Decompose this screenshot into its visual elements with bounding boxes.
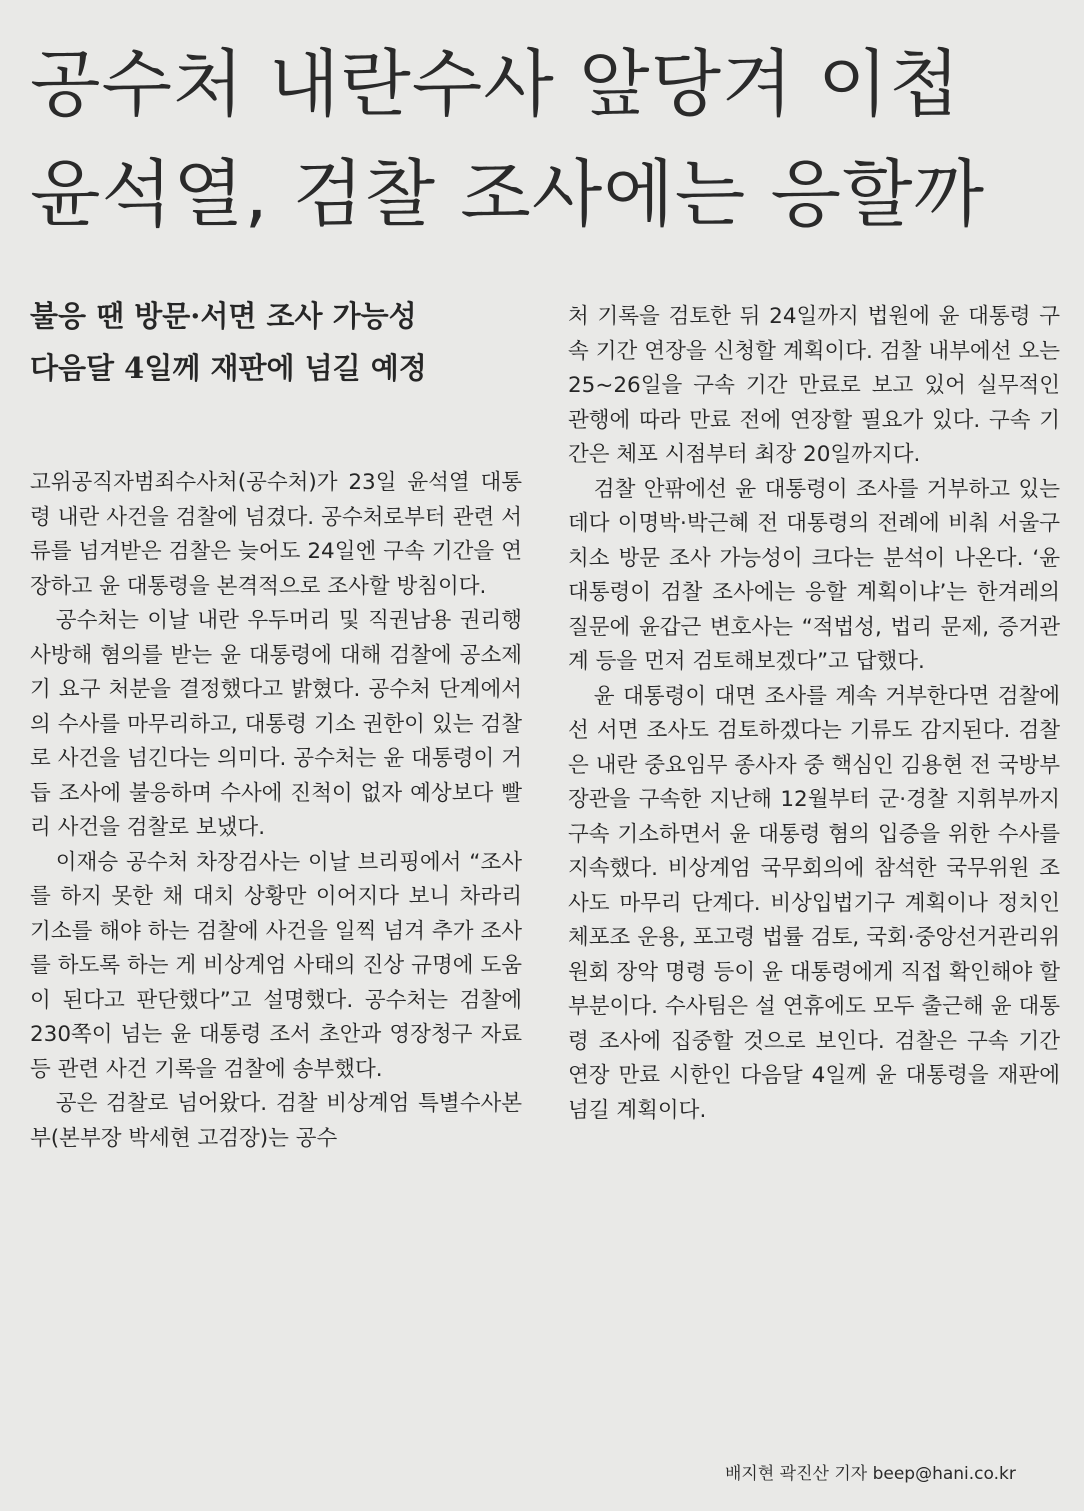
headline-line-1: 공수처 내란수사 앞당겨 이첩 <box>30 42 961 127</box>
paragraph: 처 기록을 검토한 뒤 24일까지 법원에 윤 대통령 구속 기간 연장을 신청할 계획이다. 검찰 내부에선 오는 25~26일을 구속 기간 만료로 보고 있어 실무적인 관행에 따라 만료 전에 연장할 필요가 있다. 구속 기간은 체포 시점부터 최장 20일까지다. <box>568 304 1060 467</box>
subheadline <box>30 290 530 394</box>
article-column-left <box>30 466 522 1156</box>
headline-line-2: 윤석열, 검찰 조사에는 응할까 <box>30 152 986 237</box>
paragraph: 이재승 공수처 차장검사는 이날 브리핑에서 “조사를 하지 못한 채 대치 상황만 이어지다 보니 차라리 기소를 해야 하는 검찰에 사건을 일찍 넘겨 추가 조사를 하도록 하는 게 비상계엄 사태의 진상 규명에 도움이 된다고 판단했다”고 설명했다. 공수처는 검찰에 230쪽이 넘는 윤 대통령 조서 초안과 영장청구 자료 등 관련 사건 기록을 검찰에 송부했다. <box>30 849 522 1082</box>
paragraph: 검찰 안팎에선 윤 대통령이 조사를 거부하고 있는데다 이명박·박근혜 전 대통령의 전례에 비춰 서울구치소 방문 조사 가능성이 크다는 분석이 나온다. ‘윤 대통령이 검찰 조사에는 응할 계획이냐’는 한겨레의 질문에 윤갑근 변호사는 “적법성, 법리 문제, 증거관계 등을 먼저 검토해보겠다”고 답했다. <box>568 476 1060 674</box>
headline <box>30 30 1060 250</box>
paragraph: 공은 검찰로 넘어왔다. 검찰 비상계엄 특별수사본부(본부장 박세현 고검장)는 공수 <box>30 1091 522 1151</box>
byline: 배지현 곽진산 기자 beep@hani.co.kr <box>725 1464 1016 1484</box>
paragraph: 고위공직자범죄수사처(공수처)가 23일 윤석열 대통령 내란 사건을 검찰에 넘겼다. 공수처로부터 관련 서류를 넘겨받은 검찰은 늦어도 24일엔 구속 기간을 연장하고 윤 대통령을 본격적으로 조사할 방침이다. <box>30 470 522 599</box>
paragraph: 공수처는 이날 내란 우두머리 및 직권남용 권리행사방해 혐의를 받는 윤 대통령에 대해 검찰에 공소제기 요구 처분을 결정했다고 밝혔다. 공수처 단계에서의 수사를 마무리하고, 대통령 기소 권한이 있는 검찰로 사건을 넘긴다는 의미다. 공수처는 윤 대통령이 거듭 조사에 불응하며 수사에 진척이 없자 예상보다 빨리 사건을 검찰로 보냈다. <box>30 608 522 840</box>
article-column-right <box>568 300 1060 1128</box>
subheadline-line-1: 불응 땐 방문·서면 조사 가능성 <box>30 299 417 333</box>
subheadline-line-2: 다음달 4일께 재판에 넘길 예정 <box>30 351 427 385</box>
paragraph: 윤 대통령이 대면 조사를 계속 거부한다면 검찰에선 서면 조사도 검토하겠다는 기류도 감지된다. 검찰은 내란 중요임무 종사자 중 핵심인 김용현 전 국방부 장관을 구속한 지난해 12월부터 군·경찰 지휘부까지 구속 기소하면서 윤 대통령 혐의 입증을 위한 수사를 지속했다. 비상계엄 국무회의에 참석한 국무위원 조사도 마무리 단계다. 비상입법기구 계획이나 정치인 체포조 운용, 포고령 법률 검토, 국회·중앙선거관리위원회 장악 명령 등이 윤 대통령에게 직접 확인해야 할 부분이다. 수사팀은 설 연휴에도 모두 출근해 윤 대통령 조사에 집중할 것으로 보인다. 검찰은 구속 기간 연장 만료 시한인 다음달 4일께 윤 대통령을 재판에 넘길 계획이다. <box>568 683 1060 1123</box>
